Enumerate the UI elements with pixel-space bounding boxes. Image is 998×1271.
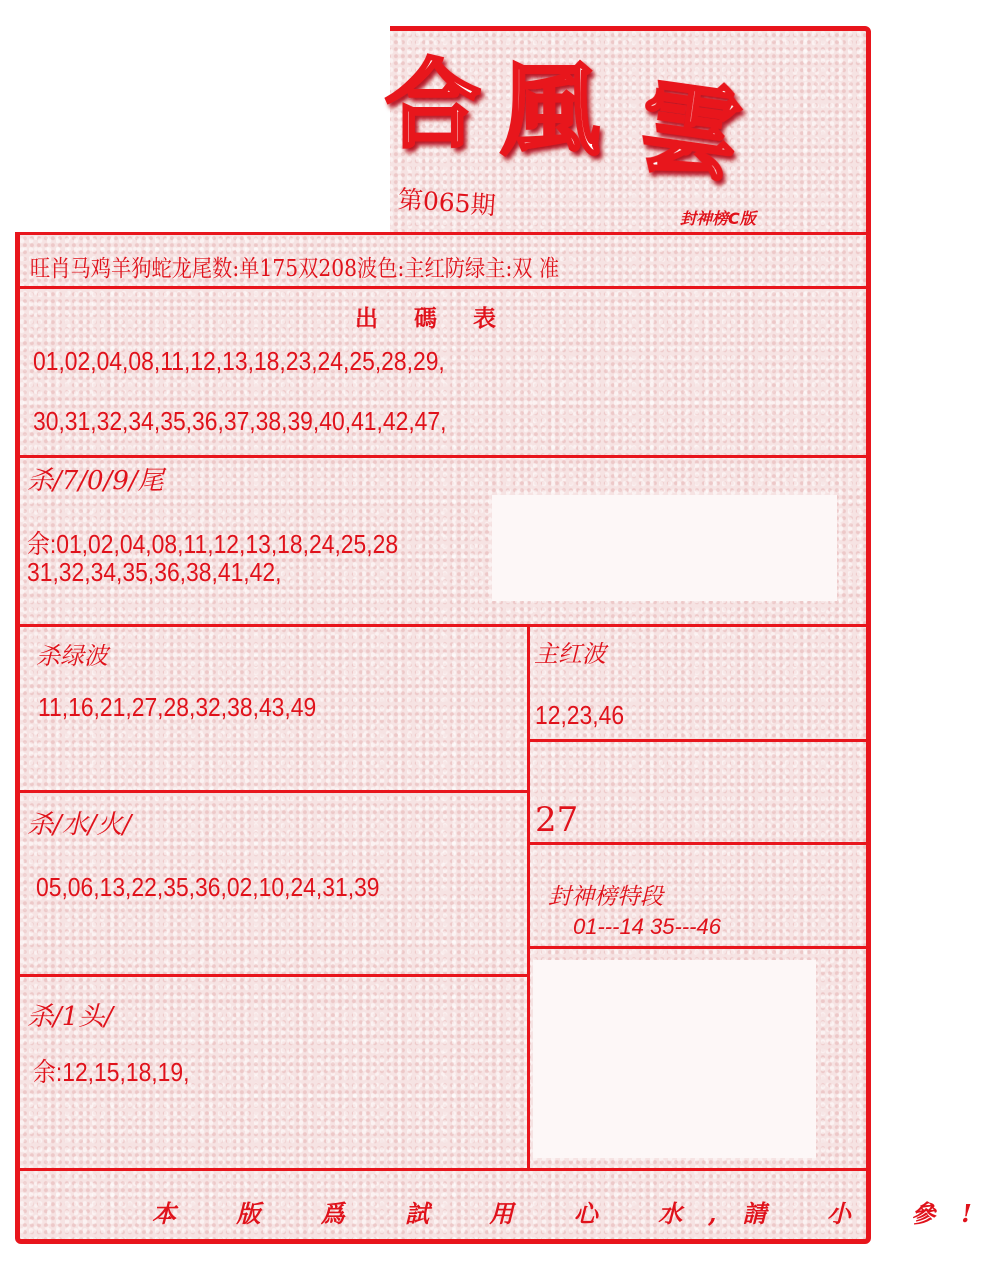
kill-tail-title: 杀/7/0/9/尾 xyxy=(27,466,164,496)
draw-table-title: 出 碼 表 xyxy=(355,305,511,332)
kill-head-title: 杀/1头/ xyxy=(27,1002,114,1032)
issue-number: 第065期 xyxy=(397,184,497,221)
logo-char-3: 雲 xyxy=(632,65,748,197)
special-section-title: 封神榜特段 xyxy=(548,884,663,910)
kill-element-values: 05,06,13,22,35,36,02,10,24,31,39 xyxy=(36,872,380,902)
masked-area-top-left xyxy=(15,26,390,232)
logo-char-1: 合 xyxy=(385,48,481,161)
divider-element-left xyxy=(20,974,530,977)
info-line: 旺肖马鸡羊狗蛇龙尾数:单175双208波色:主红防绿主:双 准 xyxy=(30,256,560,282)
single-number: 27 xyxy=(535,800,579,840)
divider-top xyxy=(20,232,866,235)
main-red-values: 12,23,46 xyxy=(535,700,625,730)
kill-head-values: 余:12,15,18,19, xyxy=(33,1057,190,1087)
edition-label: 封神榜C版 xyxy=(680,209,756,228)
kill-green-title: 杀绿波 xyxy=(36,642,108,670)
kill-tail-row-2: 31,32,34,35,36,38,41,42, xyxy=(27,557,282,587)
logo-title xyxy=(385,40,805,197)
kill-green-values: 11,16,21,27,28,32,38,43,49 xyxy=(38,692,317,722)
divider-red-right xyxy=(528,739,866,742)
divider-tail xyxy=(20,624,866,627)
draw-table-row-2: 30,31,32,34,35,36,37,38,39,40,41,42,47, xyxy=(33,406,447,436)
divider-special-right xyxy=(528,946,866,949)
main-red-title: 主红波 xyxy=(534,640,606,668)
divider-column xyxy=(527,624,530,1170)
divider-info xyxy=(20,286,866,289)
divider-green-left xyxy=(20,790,530,793)
special-section-values: 01---14 35---46 xyxy=(573,914,721,939)
kill-element-title: 杀/水/火/ xyxy=(27,810,132,840)
footer-note: 本 版 爲 試 用 心 水,請 小 參! xyxy=(152,1199,998,1228)
kill-tail-row-1: 余:01,02,04,08,11,12,13,18,24,25,28 xyxy=(27,529,399,559)
draw-table-row-1: 01,02,04,08,11,12,13,18,23,24,25,28,29, xyxy=(33,346,445,376)
masked-area-bottom-right xyxy=(533,960,816,1158)
masked-area-tail xyxy=(492,495,837,601)
divider-table xyxy=(20,455,866,458)
logo-char-2: 風 xyxy=(500,51,600,169)
divider-bottom xyxy=(20,1168,866,1171)
divider-number-right xyxy=(528,842,866,845)
